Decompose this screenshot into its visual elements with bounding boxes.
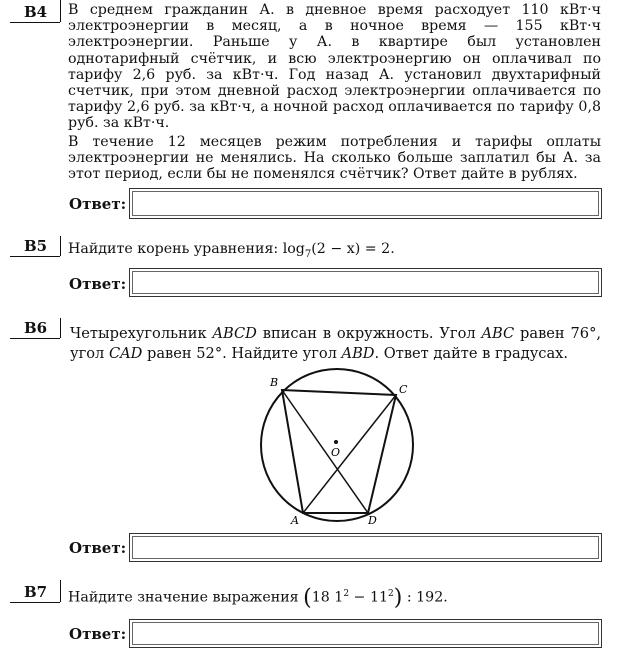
- label-c: C: [399, 383, 408, 396]
- task-text-b7: [68, 585, 601, 611]
- task-text-b5: [68, 241, 601, 263]
- inscribed-quadrilateral-figure: [240, 365, 440, 535]
- answer-field-inner: [132, 622, 599, 645]
- answer-label: Ответ:: [69, 625, 127, 643]
- answer-field-inner: [132, 536, 599, 559]
- paren-open: (: [303, 585, 312, 611]
- label-b: B: [270, 376, 279, 389]
- task-text-b4: [68, 2, 601, 182]
- var: ABC: [481, 325, 515, 342]
- task-number-underline: [10, 256, 60, 257]
- task-number-b5: B5: [24, 237, 48, 255]
- answer-label: Ответ:: [69, 539, 127, 557]
- label-d: D: [368, 514, 377, 527]
- task-divider: [60, 318, 61, 338]
- task-number-b7: B7: [24, 583, 48, 601]
- answer-field-b5[interactable]: [129, 268, 602, 297]
- expr-part: 18 1: [311, 589, 344, 606]
- text: Найдите корень уравнения:: [68, 241, 283, 257]
- paragraph: В среднем гражданин А. в дневное время расходует 110 кВт·ч электроэнергии в месяц, а в ночное время — 155 кВт·ч электроэнергии. Раньше у А. в квартире был установлен однотарифный счётчик, и всю электроэнергию он оплачивал по тарифу 2,6 руб. за кВт·ч. Год назад А. установил двухтарифный счетчик, при этом дневной расход электроэнергии оплачивается по тарифу 2,6 руб. за кВт·ч, а ночной расход оплачивается по тарифу 0,8 руб. за кВт·ч.: [68, 2, 601, 132]
- answer-field-b4[interactable]: [129, 188, 602, 219]
- label-o: O: [331, 446, 341, 459]
- task-divider: [60, 0, 61, 22]
- paragraph: В течение 12 месяцев режим потребления и тарифы оплаты электроэнергии не менялись. На сколько больше заплатил бы А. за этот период, если бы не поменялся счётчик? Ответ дайте в рублях.: [68, 133, 601, 183]
- answer-field-b6[interactable]: [129, 533, 602, 562]
- log-arg: (2 − x) = 2.: [311, 241, 395, 257]
- text: Найдите значение выражения: [68, 589, 304, 606]
- log-base: 7: [304, 248, 312, 260]
- text: вписан в окружность. Угол: [256, 325, 482, 342]
- text: Четырехугольник: [70, 325, 213, 342]
- log: log: [282, 241, 305, 257]
- task-divider: [60, 580, 61, 602]
- paren-close: ): [393, 585, 403, 611]
- var: ABD: [341, 345, 375, 362]
- task-number-underline: [10, 602, 60, 603]
- answer-label: Ответ:: [69, 195, 127, 213]
- text: . Ответ дайте в градусах.: [374, 345, 569, 362]
- task-number-b6: B6: [24, 319, 48, 337]
- var: ABCD: [212, 325, 257, 342]
- text: равен 52°. Найдите угол: [142, 345, 342, 362]
- center-point: [334, 440, 338, 444]
- task-number-b4: B4: [24, 3, 48, 21]
- text: равен 76°, угол: [70, 325, 602, 362]
- answer-field-b7[interactable]: [129, 619, 602, 648]
- exponent: 2: [343, 589, 350, 599]
- exponent: 2: [388, 589, 394, 599]
- answer-field-inner: [132, 191, 599, 216]
- answer-field-inner: [132, 271, 599, 294]
- diagonal-bd: [282, 390, 368, 513]
- task-number-underline: [10, 22, 60, 23]
- expr-part: : 192.: [402, 589, 448, 606]
- var: CAD: [108, 345, 143, 362]
- label-a: A: [291, 514, 299, 527]
- task-number-underline: [10, 338, 60, 339]
- task-divider: [60, 236, 61, 256]
- expr-part: − 11: [349, 589, 389, 606]
- task-text-b6: [70, 324, 601, 364]
- answer-label: Ответ:: [69, 275, 127, 293]
